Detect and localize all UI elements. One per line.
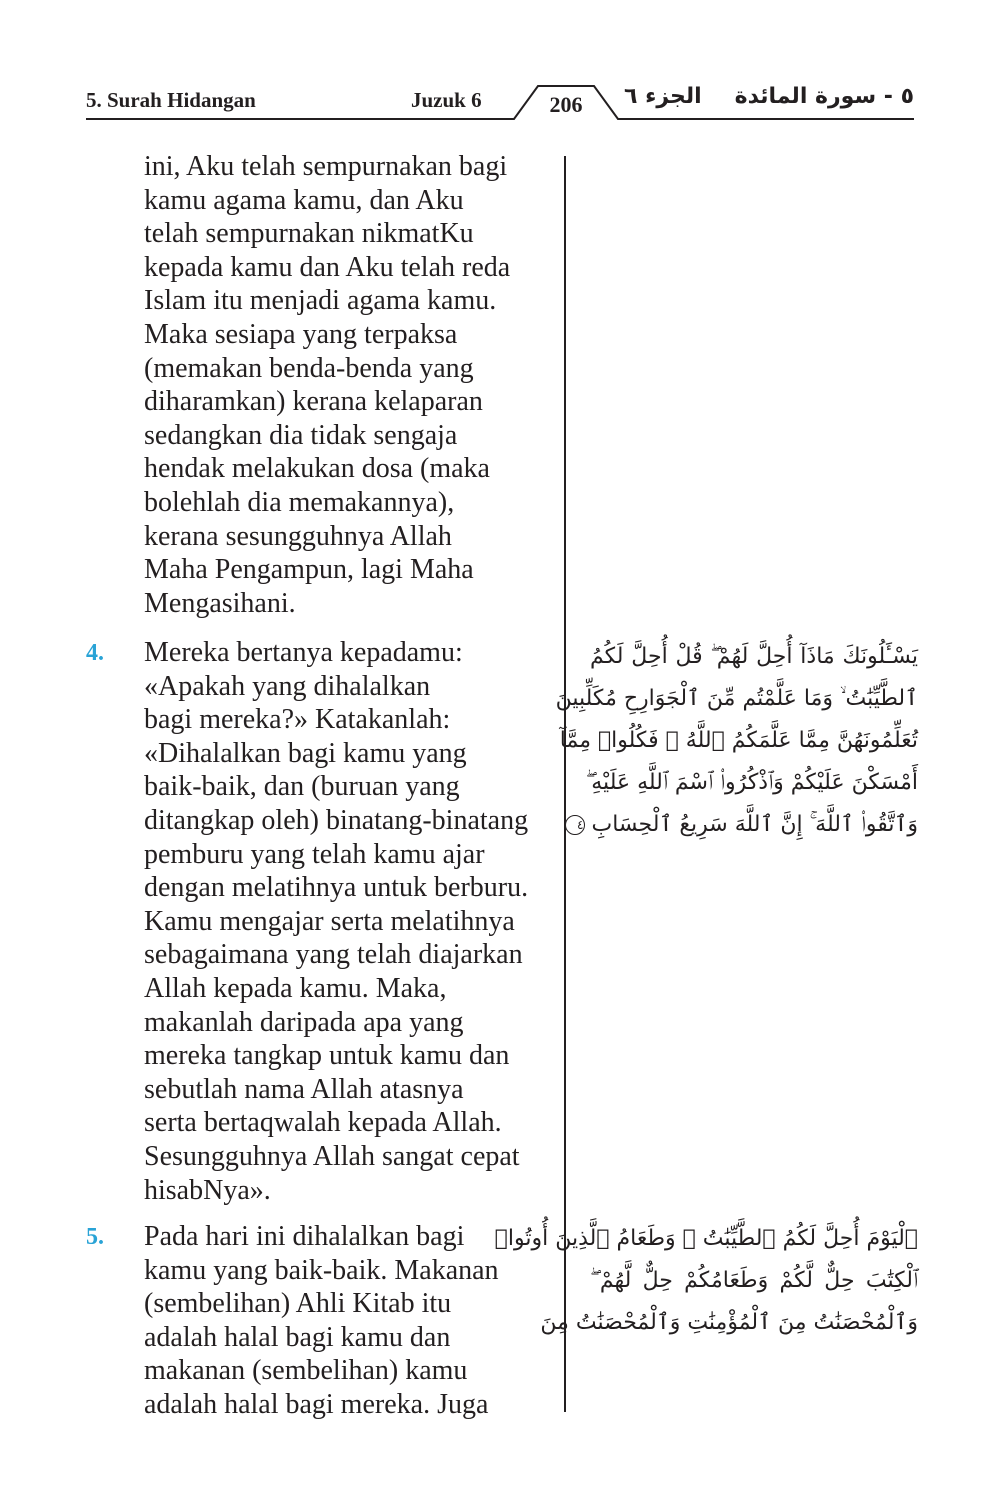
text-line: dengan melatihnya untuk berburu.: [144, 872, 529, 904]
verse-arabic: [555, 636, 918, 846]
arabic-line: ٱلطَّيِّبَٰتُ ۙ وَمَا عَلَّمْتُم مِّنَ ٱلْجَوَارِحِ مُكَلِّبِينَ: [555, 686, 918, 711]
text-line: telah sempurnakan nikmatKu: [144, 218, 474, 250]
surah-title-arabic: ٥ - سورة المائدة: [734, 84, 914, 109]
text-line: makanlah daripada apa yang: [144, 1006, 464, 1038]
text-line: ditangkap oleh) binatang-binatang: [144, 804, 529, 836]
text-line: ini, Aku telah sempurnakan bagi: [144, 151, 508, 182]
text-line: Allah kepada kamu. Maka,: [144, 972, 447, 1004]
text-line: Pada hari ini dihalalkan bagi: [144, 1221, 465, 1252]
text-line: makanan (sembelihan) kamu: [144, 1355, 468, 1387]
text-line: kerana sesungguhnya Allah: [144, 520, 452, 552]
text-line: diharamkan) kerana kelaparan: [144, 386, 483, 418]
juz-label-latin: Juzuk 6: [411, 88, 482, 112]
text-line: Mengasihani.: [144, 587, 296, 619]
text-line: sebagaimana yang telah diajarkan: [144, 939, 523, 971]
text-line: mereka tangkap untuk kamu dan: [144, 1040, 510, 1072]
text-line: bolehlah dia memakannya),: [144, 486, 455, 518]
text-line: (sembelihan) Ahli Kitab itu: [144, 1288, 452, 1320]
arabic-line: ٱلْيَوْمَ أُحِلَّ لَكُمُ ٱلطَّيِّبَٰتُ ۖ وَطَعَامُ ٱلَّذِينَ أُوتُوا۟: [494, 1226, 918, 1251]
text-line: (memakan benda-benda yang: [144, 352, 474, 384]
text-line: baik-baik, dan (buruan yang: [144, 771, 460, 803]
translation-continuation: [144, 150, 559, 620]
juz-label-arabic: الجزء ٦: [624, 84, 702, 109]
text-line: hisabNya».: [144, 1174, 271, 1206]
arabic-line: تُعَلِّمُونَهُنَّ مِمَّا عَلَّمَكُمُ ٱللَّهُ ۖ فَكُلُوا۟ مِمَّآ: [559, 728, 918, 753]
text-line: Islam itu menjadi agama kamu.: [144, 285, 497, 317]
text-line: kamu yang baik-baik. Makanan: [144, 1254, 499, 1286]
verse-number: 5.: [86, 1224, 104, 1250]
text-line: adalah halal bagi mereka. Juga: [144, 1388, 489, 1420]
text-line: «Apakah yang dihalalkan: [144, 670, 431, 702]
arabic-line-text: وَٱتَّقُوا۟ ٱللَّهَ ۚ إِنَّ ٱللَّهَ سَرِيعُ ٱلْحِسَابِ: [591, 812, 918, 837]
verse-translation: [144, 636, 559, 1207]
text-line: Maka sesiapa yang terpaksa: [144, 318, 458, 350]
text-line: sedangkan dia tidak sengaja: [144, 419, 458, 451]
text-line: Sesungguhnya Allah sangat cepat: [144, 1140, 520, 1172]
text-line: Mereka bertanya kepadamu:: [144, 637, 463, 668]
ayah-end-marker: ٤: [565, 815, 585, 835]
text-line: Kamu mengajar serta melatihnya: [144, 905, 515, 937]
arabic-line: ٱلْكِتَٰبَ حِلٌّ لَّكُمْ وَطَعَامُكُمْ حِلٌّ لَّهُمْ ۖ: [590, 1268, 918, 1293]
arabic-line: [577, 804, 918, 846]
text-line: kamu agama kamu, dan Aku: [144, 184, 464, 216]
surah-title-latin: 5. Surah Hidangan: [86, 88, 256, 112]
text-line: pemburu yang telah kamu ajar: [144, 838, 485, 870]
text-line: adalah halal bagi kamu dan: [144, 1321, 451, 1353]
arabic-line: وَٱلْمُحْصَنَٰتُ مِنَ ٱلْمُؤْمِنَٰتِ وَٱلْمُحْصَنَٰتُ مِنَ: [540, 1310, 918, 1335]
text-line: sebutlah nama Allah atasnya: [144, 1073, 464, 1105]
page-number: 206: [549, 92, 583, 117]
arabic-line: يَسْـَٔلُونَكَ مَاذَآ أُحِلَّ لَهُمْ ۖ قُلْ أُحِلَّ لَكُمُ: [590, 644, 918, 669]
text-line: serta bertaqwalah kepada Allah.: [144, 1107, 502, 1139]
text-line: hendak melakukan dosa (maka: [144, 453, 490, 485]
text-line: «Dihalalkan bagi kamu yang: [144, 737, 467, 769]
text-line: Maha Pengampun, lagi Maha: [144, 554, 474, 586]
page-header: [86, 82, 914, 122]
verse-number: 4.: [86, 640, 104, 666]
text-line: bagi mereka?» Katakanlah:: [144, 704, 451, 736]
text-line: kepada kamu dan Aku telah reda: [144, 251, 511, 283]
verse-arabic: [494, 1218, 918, 1344]
arabic-line: أَمْسَكْنَ عَلَيْكُمْ وَٱذْكُرُوا۟ ٱسْمَ ٱللَّهِ عَلَيْهِ ۖ: [585, 770, 918, 795]
